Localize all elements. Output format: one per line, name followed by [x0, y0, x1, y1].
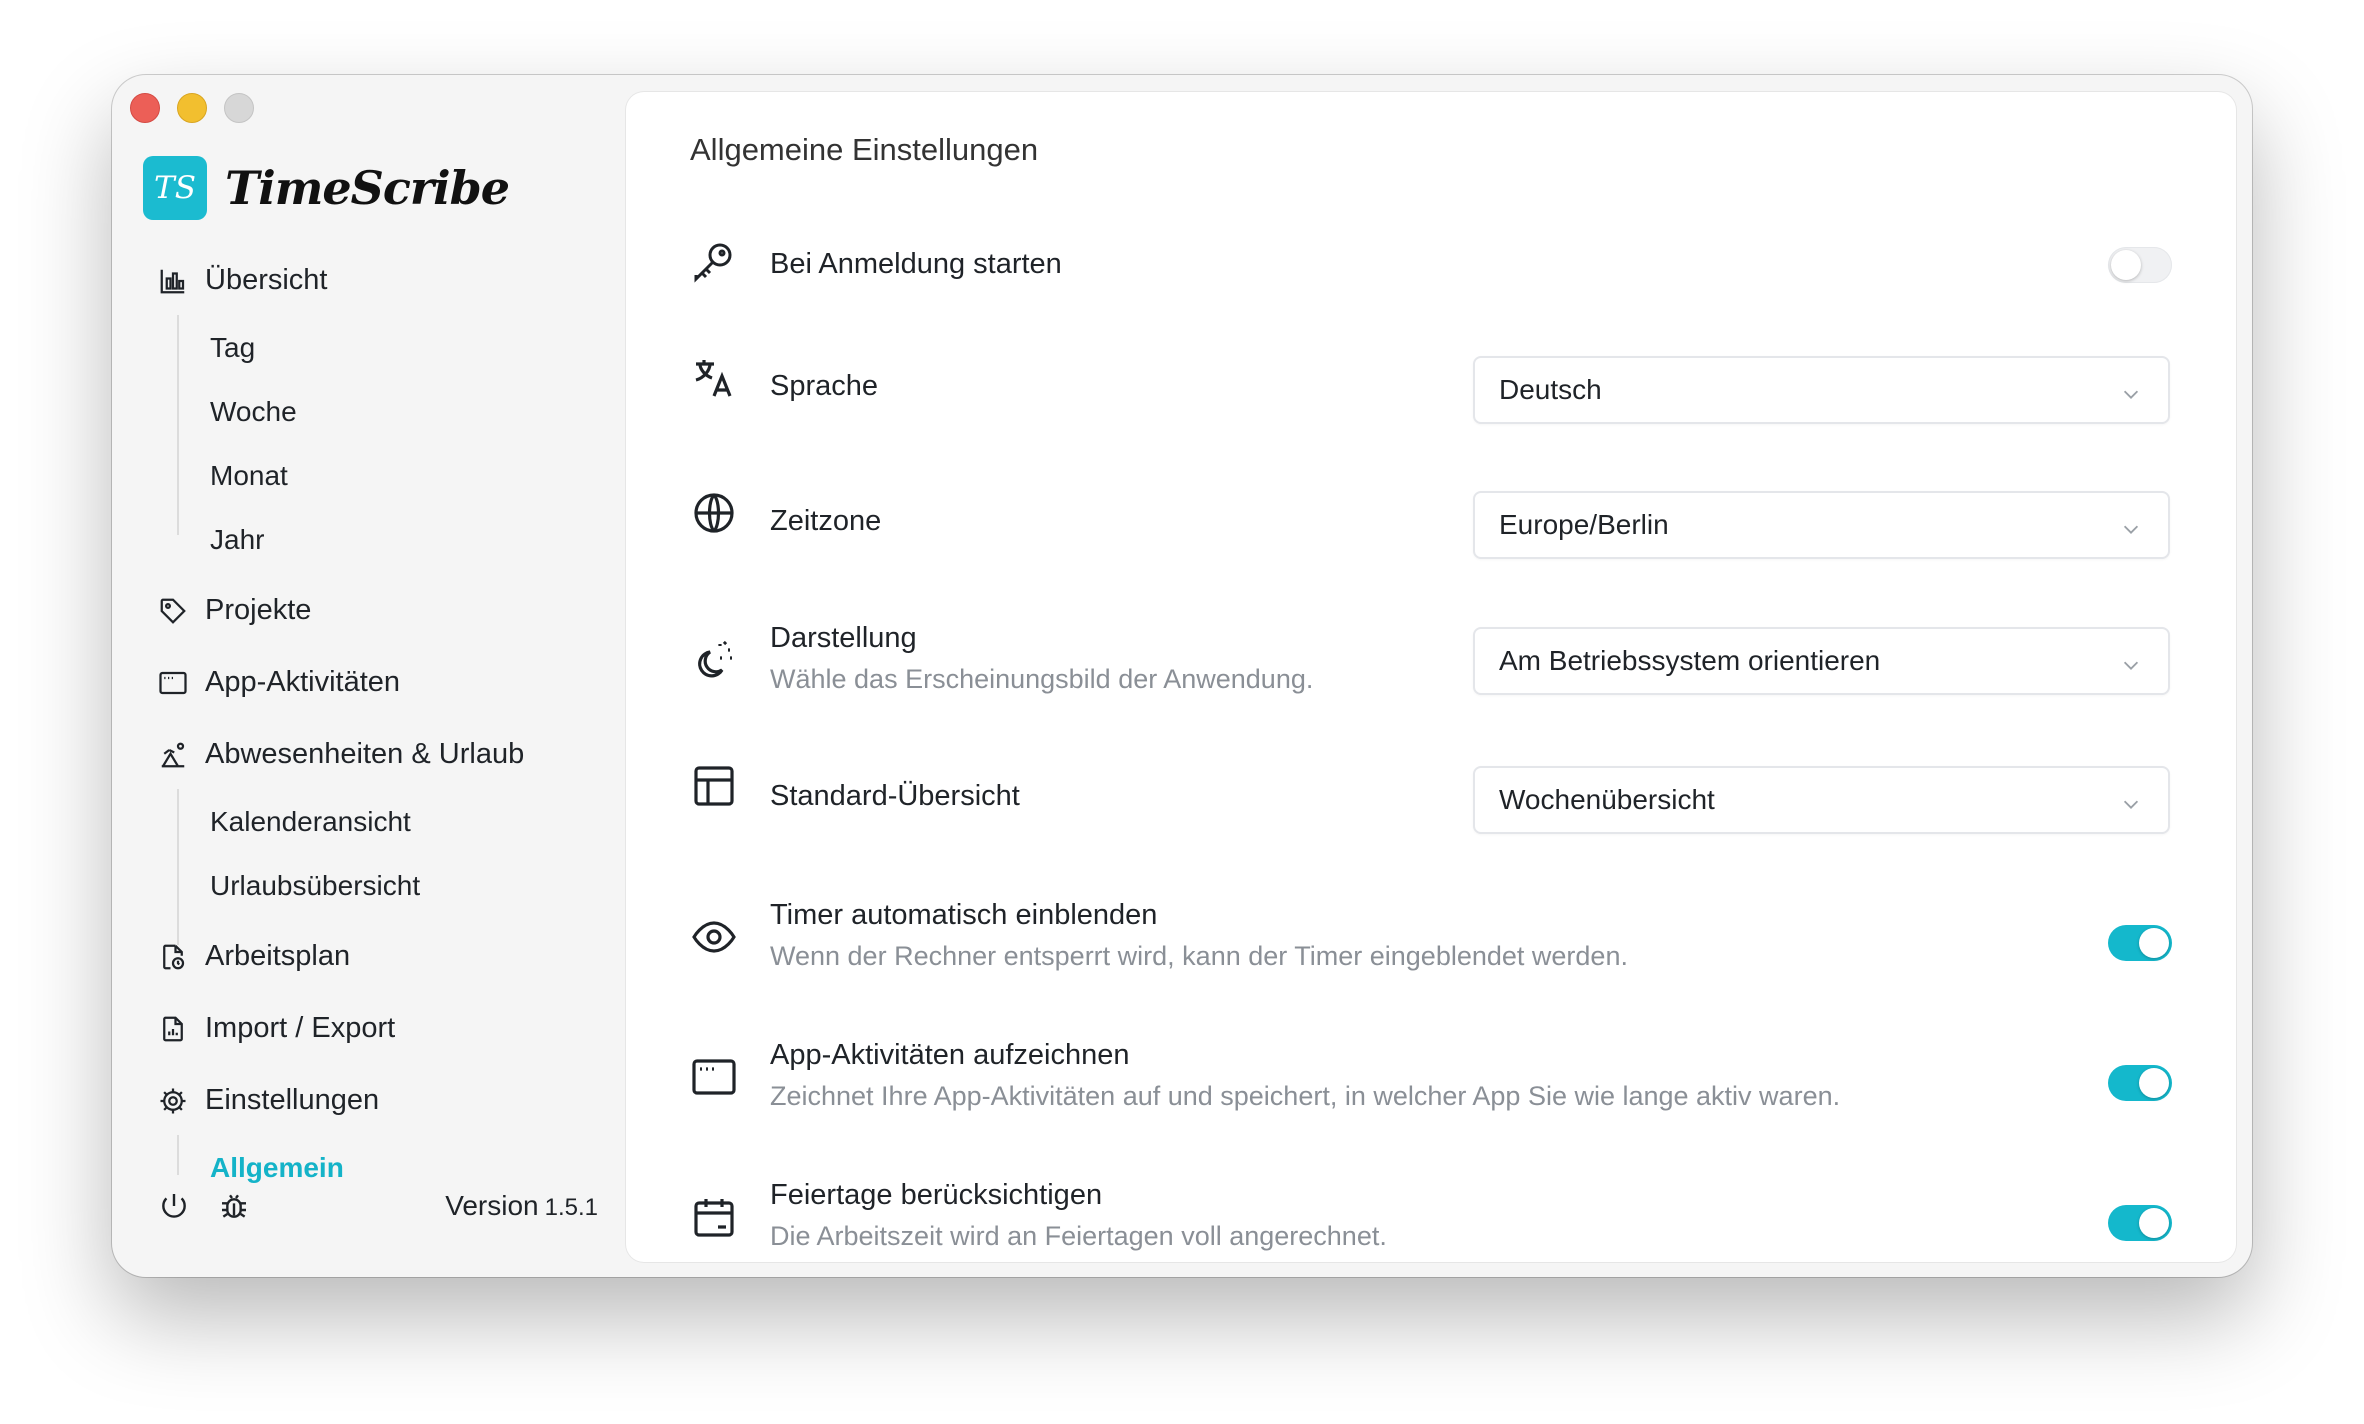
setting-label: App-Aktivitäten aufzeichnen — [770, 1039, 1130, 1071]
submenu-line — [177, 789, 179, 945]
toggle-knob — [2111, 250, 2141, 280]
toggle-knob — [2139, 1208, 2169, 1238]
schedule-icon — [158, 942, 188, 972]
setting-row-language — [690, 352, 2170, 432]
setting-label: Standard-Übersicht — [770, 780, 1020, 812]
setting-row-holidays — [690, 1179, 2170, 1262]
sidebar-item-label: Projekte — [205, 594, 312, 626]
setting-label: Darstellung — [770, 622, 917, 654]
app-logo — [143, 156, 509, 220]
sidebar-item-app-activities[interactable] — [158, 666, 400, 699]
submenu-line — [177, 1135, 179, 1175]
setting-description: Wenn der Rechner entsperrt wird, kann der Timer eingeblendet werden. — [770, 941, 1628, 971]
sidebar-subitem-year[interactable]: Jahr — [210, 524, 265, 555]
setting-label: Sprache — [770, 370, 879, 402]
settings-panel — [626, 92, 2236, 1262]
setting-label: Timer automatisch einblenden — [770, 899, 1158, 931]
eye-icon — [690, 913, 738, 961]
chevron-down-icon — [2120, 380, 2142, 402]
chevron-down-icon — [2120, 515, 2142, 537]
window-icon — [158, 668, 188, 698]
sidebar-footer — [158, 1186, 598, 1226]
sidebar-subitem-general[interactable]: Allgemein — [210, 1152, 344, 1183]
sidebar-item-label: App-Aktivitäten — [205, 666, 401, 698]
setting-row-record-activity — [690, 1039, 2170, 1129]
sidebar-item-projects[interactable] — [158, 594, 311, 627]
sidebar-item-settings[interactable] — [158, 1084, 379, 1117]
setting-label: Bei Anmeldung starten — [770, 248, 1062, 280]
logo-text: TimeScribe — [225, 161, 510, 215]
language-select-value: Deutsch — [1499, 374, 1602, 405]
setting-row-appearance — [690, 622, 2170, 712]
version-number: 1.5.1 — [544, 1194, 598, 1221]
default-view-select-value: Wochenübersicht — [1499, 784, 1715, 815]
timer-auto-toggle[interactable] — [2108, 925, 2172, 961]
beach-icon — [158, 740, 188, 770]
appearance-select[interactable] — [1473, 627, 2170, 695]
gear-icon — [158, 1086, 188, 1116]
key-icon — [690, 237, 738, 285]
translate-icon — [690, 354, 738, 402]
calendar-icon — [690, 1193, 738, 1241]
sidebar-item-label: Einstellungen — [205, 1084, 380, 1116]
setting-label: Feiertage berücksichtigen — [770, 1179, 1103, 1211]
power-icon[interactable] — [158, 1190, 190, 1222]
record-activity-toggle[interactable] — [2108, 1065, 2172, 1101]
setting-label: Zeitzone — [770, 505, 882, 537]
setting-row-autostart — [690, 232, 2170, 312]
sidebar-item-overview[interactable] — [158, 264, 328, 297]
layout-icon — [690, 762, 738, 810]
sidebar-item-label: Übersicht — [205, 264, 328, 296]
timezone-select-value: Europe/Berlin — [1499, 509, 1669, 540]
holidays-toggle[interactable] — [2108, 1205, 2172, 1241]
sidebar-subitem-calendar-view[interactable]: Kalenderansicht — [210, 806, 411, 837]
chevron-down-icon — [2120, 651, 2142, 673]
page-title: Allgemeine Einstellungen — [690, 132, 1039, 167]
tag-icon — [158, 596, 188, 626]
sidebar-subitem-vacation-overview[interactable]: Urlaubsübersicht — [210, 870, 421, 901]
chart-bar-icon — [158, 266, 188, 296]
appearance-select-value: Am Betriebssystem orientieren — [1499, 645, 1881, 676]
toggle-knob — [2139, 1068, 2169, 1098]
setting-description: Wähle das Erscheinungsbild der Anwendung. — [770, 664, 1314, 694]
sidebar-item-label: Import / Export — [205, 1012, 396, 1044]
window-icon — [690, 1053, 738, 1101]
setting-row-timer-auto — [690, 899, 2170, 989]
toggle-knob — [2139, 928, 2169, 958]
sun-moon-icon — [690, 636, 738, 684]
language-select[interactable] — [1473, 356, 2170, 424]
timezone-select[interactable] — [1473, 491, 2170, 559]
sidebar-item-import-export[interactable] — [158, 1012, 395, 1045]
app-window — [112, 75, 2252, 1277]
sidebar-item-label: Arbeitsplan — [205, 940, 351, 972]
bug-icon[interactable] — [218, 1190, 250, 1222]
sidebar-subitem-week[interactable]: Woche — [210, 396, 297, 427]
autostart-toggle[interactable] — [2108, 247, 2172, 283]
setting-description: Die Arbeitszeit wird an Feiertagen voll angerechnet. — [770, 1221, 1387, 1251]
globe-icon — [690, 489, 738, 537]
sidebar-subitem-day[interactable]: Tag — [210, 332, 256, 363]
sidebar-item-work-schedule[interactable] — [158, 940, 350, 973]
default-view-select[interactable] — [1473, 766, 2170, 834]
submenu-line — [177, 315, 179, 535]
setting-row-default-view — [690, 762, 2170, 842]
sidebar-item-absences[interactable] — [158, 738, 524, 771]
sidebar-subitem-month[interactable]: Monat — [210, 460, 288, 491]
chevron-down-icon — [2120, 790, 2142, 812]
version-label: Version 1.5.1 — [445, 1190, 598, 1221]
logo-badge: TS — [143, 156, 207, 220]
sidebar — [112, 75, 622, 1277]
sidebar-item-label: Abwesenheiten & Urlaub — [205, 738, 525, 770]
setting-row-timezone — [690, 487, 2170, 567]
file-chart-icon — [158, 1014, 188, 1044]
setting-description: Zeichnet Ihre App-Aktivitäten auf und speichert, in welcher App Sie wie lange aktiv waren. — [770, 1081, 1841, 1111]
